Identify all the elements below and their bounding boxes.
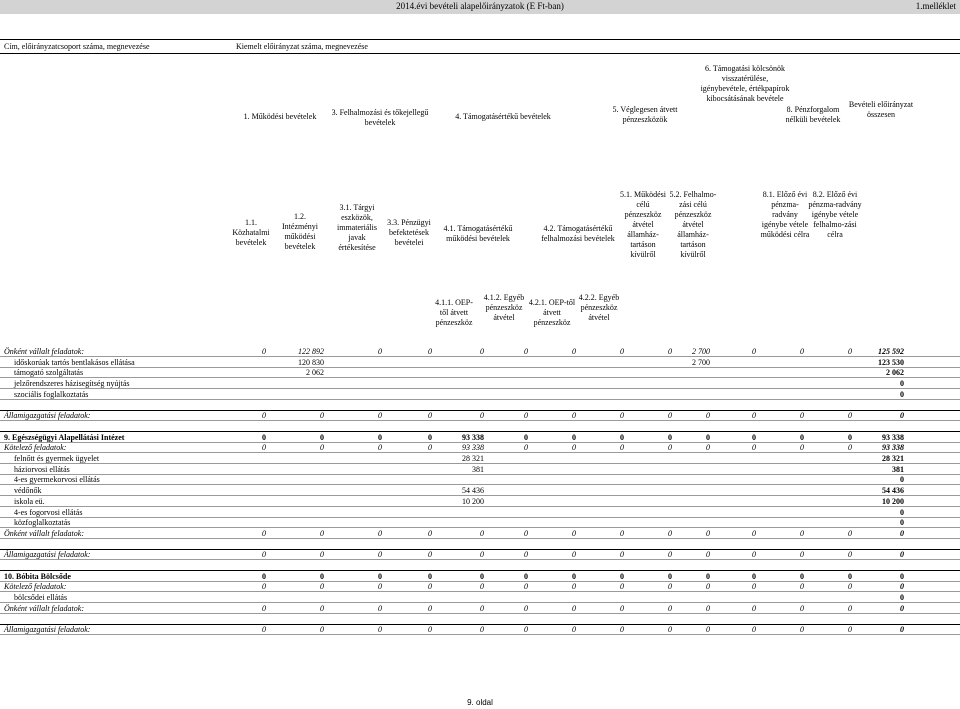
cell-value: 0 [620, 529, 624, 538]
cell-value: 0 [378, 433, 382, 442]
cell-value: 0 [320, 572, 324, 581]
cell-value: 0 [524, 604, 528, 613]
cell-value: 0 [262, 443, 266, 452]
cell-value: 0 [572, 582, 576, 591]
header3-col-2: 3.1. Tárgyi eszközök, immateriális javak értékesítése [337, 203, 377, 252]
cell-value: 0 [800, 529, 804, 538]
cell-value: 0 [524, 411, 528, 420]
cell-value: 0 [524, 625, 528, 634]
cell-value: 0 [900, 593, 904, 602]
cell-value: 0 [262, 625, 266, 634]
cell-value: 0 [428, 433, 432, 442]
annex-label: 1.melléklet [915, 1, 956, 11]
cell-value: 0 [262, 411, 266, 420]
row-label: Önként vállalt feladatok: [4, 347, 84, 356]
row-label: Önként vállalt feladatok: [4, 529, 84, 538]
header2-col-1: 3. Felhalmozási és tőkejellegű bevételek [331, 108, 429, 127]
cell-value: 0 [620, 572, 624, 581]
table-row [0, 604, 960, 613]
cell-value: 0 [480, 550, 484, 559]
table-row [0, 561, 960, 570]
table-row [0, 465, 960, 474]
cell-value: 0 [668, 529, 672, 538]
cell-value: 0 [848, 529, 852, 538]
cell-value: 0 [378, 550, 382, 559]
row-label: felnőtt és gyermek ügyelet [14, 454, 100, 463]
table-row [0, 508, 960, 517]
cell-value: 0 [320, 411, 324, 420]
cell-value: 0 [262, 433, 266, 442]
cell-value: 0 [378, 411, 382, 420]
row-label: időskorúak tartós bentlakásos ellátása [14, 358, 135, 367]
cell-value: 0 [524, 582, 528, 591]
row-separator [0, 538, 960, 539]
cell-value: 0 [428, 625, 432, 634]
cell-value: 0 [848, 550, 852, 559]
cell-value: 0 [752, 529, 756, 538]
row-separator [0, 388, 960, 389]
row-separator [0, 377, 960, 378]
row-separator [0, 356, 960, 357]
header3-col-1: 1.2. Intézményi működési bevételek [282, 212, 318, 251]
cell-value: 0 [320, 529, 324, 538]
cell-value: 0 [524, 443, 528, 452]
table-row [0, 625, 960, 634]
cell-value: 0 [428, 550, 432, 559]
header-col-appropriation: Kiemelt előirányzat száma, megnevezése [236, 42, 368, 51]
cell-value: 10 200 [462, 497, 484, 506]
cell-value: 0 [620, 582, 624, 591]
header2-col-5: 8. Pénzforgalom nélküli bevételek [785, 105, 841, 124]
cell-value: 0 [572, 433, 576, 442]
cell-value: 0 [752, 582, 756, 591]
cell-value: 0 [706, 582, 710, 591]
cell-value: 0 [428, 572, 432, 581]
cell-value: 0 [620, 625, 624, 634]
cell-value: 0 [524, 550, 528, 559]
table-row [0, 593, 960, 602]
header2-col-0: 1. Működési bevételek [243, 112, 317, 121]
cell-value: 0 [428, 604, 432, 613]
cell-value: 0 [752, 550, 756, 559]
cell-value: 0 [706, 529, 710, 538]
cell-value: 10 200 [882, 497, 904, 506]
row-separator [0, 591, 960, 592]
row-label: Kötelező feladatok: [4, 443, 67, 452]
cell-value: 381 [472, 465, 484, 474]
header3-col-8: 8.1. Előző évi pénzma-radvány igénybe vétele működési célra [760, 190, 810, 239]
cell-value: 0 [900, 508, 904, 517]
row-label: Önként vállalt feladatok: [4, 604, 84, 613]
cell-value: 0 [900, 582, 904, 591]
cell-value: 0 [320, 625, 324, 634]
row-label: Államigazgatási feladatok: [4, 411, 91, 420]
cell-value: 0 [800, 411, 804, 420]
table-row [0, 454, 960, 463]
cell-value: 0 [262, 550, 266, 559]
table-row [0, 390, 960, 399]
document-title: 2014.évi bevételi alapelőirányzatok (E Ft-ban) [396, 1, 564, 11]
table-row [0, 475, 960, 484]
row-label: 4-es fogorvosi ellátás [14, 508, 83, 517]
header3-col-9: 8.2. Előző évi pénzma-radvány igénybe vétele felhalmo-zási célra [808, 190, 862, 239]
cell-value: 0 [668, 625, 672, 634]
cell-value: 0 [620, 347, 624, 356]
table-row [0, 368, 960, 377]
cell-value: 0 [320, 604, 324, 613]
header-line [0, 39, 960, 40]
cell-value: 0 [572, 529, 576, 538]
row-label: Államigazgatási feladatok: [4, 550, 91, 559]
cell-value: 2 062 [306, 368, 324, 377]
cell-value: 0 [706, 550, 710, 559]
cell-value: 0 [706, 625, 710, 634]
cell-value: 0 [480, 529, 484, 538]
cell-value: 0 [752, 411, 756, 420]
cell-value: 0 [900, 411, 904, 420]
row-label: szociális foglalkoztatás [14, 390, 89, 399]
cell-value: 93 338 [882, 433, 904, 442]
cell-value: 28 321 [882, 454, 904, 463]
cell-value: 0 [706, 572, 710, 581]
cell-value: 0 [524, 347, 528, 356]
cell-value: 54 436 [462, 486, 484, 495]
cell-value: 0 [620, 443, 624, 452]
cell-value: 0 [480, 347, 484, 356]
header3-col-6: 5.1. Működési célú pénzeszköz átvétel államház-tartáson kívülről [620, 190, 666, 259]
cell-value: 0 [378, 347, 382, 356]
cell-value: 0 [668, 604, 672, 613]
cell-value: 0 [848, 443, 852, 452]
cell-value: 0 [900, 529, 904, 538]
cell-value: 0 [572, 443, 576, 452]
cell-value: 0 [428, 529, 432, 538]
cell-value: 0 [900, 625, 904, 634]
cell-value: 0 [320, 443, 324, 452]
cell-value: 0 [706, 411, 710, 420]
cell-value: 0 [668, 582, 672, 591]
cell-value: 0 [752, 604, 756, 613]
table-row [0, 486, 960, 495]
cell-value: 0 [668, 443, 672, 452]
cell-value: 0 [752, 347, 756, 356]
row-separator [0, 602, 960, 603]
cell-value: 0 [706, 604, 710, 613]
cell-value: 0 [848, 582, 852, 591]
cell-value: 0 [480, 572, 484, 581]
table-row [0, 347, 960, 356]
cell-value: 0 [900, 379, 904, 388]
row-separator [0, 484, 960, 485]
cell-value: 0 [378, 582, 382, 591]
cell-value: 0 [378, 604, 382, 613]
cell-value: 0 [262, 604, 266, 613]
cell-value: 0 [752, 443, 756, 452]
cell-value: 0 [668, 433, 672, 442]
cell-value: 0 [428, 411, 432, 420]
cell-value: 0 [480, 625, 484, 634]
row-separator [0, 452, 960, 453]
cell-value: 0 [620, 550, 624, 559]
cell-value: 0 [800, 347, 804, 356]
table-row [0, 582, 960, 591]
cell-value: 2 062 [886, 368, 904, 377]
table-row [0, 518, 960, 527]
row-label: 4-es gyermekorvosi ellátás [14, 475, 100, 484]
cell-value: 2 700 [692, 347, 710, 356]
header3-col-5: 4.2. Támogatásértékű felhalmozási bevételek [541, 224, 615, 243]
table-row [0, 401, 960, 410]
cell-value: 125 592 [878, 347, 904, 356]
cell-value: 0 [524, 572, 528, 581]
cell-value: 0 [620, 411, 624, 420]
cell-value: 0 [848, 347, 852, 356]
cell-value: 123 530 [878, 358, 904, 367]
header2-col-2: 4. Támogatásértékű bevételek [455, 112, 551, 121]
row-separator [0, 527, 960, 528]
cell-value: 0 [480, 582, 484, 591]
cell-value: 0 [668, 347, 672, 356]
header3-col-7: 5.2. Felhalmo-zási célú pénzeszköz átvétel államház-tartáson kívülről [669, 190, 717, 259]
cell-value: 381 [892, 465, 904, 474]
cell-value: 0 [668, 550, 672, 559]
cell-value: 0 [572, 572, 576, 581]
cell-value: 93 338 [462, 433, 484, 442]
cell-value: 93 338 [462, 443, 484, 452]
cell-value: 0 [900, 390, 904, 399]
table-row [0, 379, 960, 388]
header2-col-4: 6. Támogatási kölcsönök visszatérülése, igénybevétele, értékpapírok kibocsátásának bevétele [700, 64, 790, 103]
cell-value: 0 [848, 411, 852, 420]
cell-value: 0 [900, 572, 904, 581]
table-row [0, 550, 960, 559]
row-separator [0, 463, 960, 464]
cell-value: 2 700 [692, 358, 710, 367]
header-line [0, 53, 960, 54]
cell-value: 122 892 [298, 347, 324, 356]
cell-value: 0 [900, 604, 904, 613]
row-label: Államigazgatási feladatok: [4, 625, 91, 634]
cell-value: 0 [378, 572, 382, 581]
row-label: 10. Bóbita Bölcsőde [4, 572, 71, 581]
cell-value: 0 [262, 582, 266, 591]
row-separator [0, 431, 960, 432]
cell-value: 0 [900, 550, 904, 559]
cell-value: 0 [752, 625, 756, 634]
title-bar [0, 0, 960, 14]
header4-col-1: 4.1.2. Egyéb pénzeszköz átvétel [483, 293, 525, 322]
cell-value: 0 [378, 529, 382, 538]
cell-value: 0 [572, 550, 576, 559]
cell-value: 0 [800, 625, 804, 634]
row-label: iskola eü. [14, 497, 45, 506]
header-col-title: Cím, előirányzatcsoport száma, megnevezése [4, 42, 150, 51]
table-row [0, 422, 960, 431]
row-separator [0, 613, 960, 614]
row-label: közfoglalkoztatás [14, 518, 71, 527]
cell-value: 0 [524, 433, 528, 442]
row-separator [0, 399, 960, 400]
cell-value: 0 [524, 529, 528, 538]
cell-value: 0 [262, 529, 266, 538]
table-row [0, 572, 960, 581]
cell-value: 0 [428, 443, 432, 452]
cell-value: 0 [800, 582, 804, 591]
page-number: 9. oldal [467, 698, 493, 707]
row-label: jelzőrendszeres házisegítség nyújtás [14, 379, 130, 388]
cell-value: 0 [480, 411, 484, 420]
cell-value: 0 [428, 347, 432, 356]
table-row [0, 540, 960, 549]
header3-col-3: 3.3. Pénzügyi befektetések bevételei [387, 218, 431, 247]
row-label: háziorvosi ellátás [14, 465, 70, 474]
cell-value: 0 [848, 625, 852, 634]
row-separator [0, 420, 960, 421]
cell-value: 54 436 [882, 486, 904, 495]
header2-col-6: Bevételi előirányzat összesen [848, 100, 914, 119]
header3-col-4: 4.1. Támogatásértékű működési bevételek [443, 224, 513, 243]
cell-value: 0 [752, 572, 756, 581]
cell-value: 0 [620, 433, 624, 442]
cell-value: 0 [752, 433, 756, 442]
table-row [0, 358, 960, 367]
row-separator [0, 634, 960, 635]
table-row [0, 497, 960, 506]
cell-value: 0 [262, 347, 266, 356]
row-label: Kötelező feladatok: [4, 582, 67, 591]
cell-value: 0 [848, 433, 852, 442]
table-row [0, 615, 960, 624]
row-label: támogató szolgáltatás [14, 368, 84, 377]
cell-value: 0 [572, 625, 576, 634]
cell-value: 0 [668, 411, 672, 420]
table-row [0, 433, 960, 442]
cell-value: 0 [800, 550, 804, 559]
cell-value: 0 [706, 443, 710, 452]
cell-value: 0 [572, 411, 576, 420]
header3-col-0: 1.1. Közhatalmi bevételek [232, 218, 270, 247]
cell-value: 28 321 [462, 454, 484, 463]
cell-value: 0 [572, 604, 576, 613]
cell-value: 0 [320, 550, 324, 559]
row-separator [0, 570, 960, 571]
row-label: bölcsődei ellátás [14, 593, 68, 602]
row-separator [0, 506, 960, 507]
row-separator [0, 559, 960, 560]
cell-value: 120 830 [298, 358, 324, 367]
row-separator [0, 495, 960, 496]
cell-value: 0 [378, 443, 382, 452]
cell-value: 0 [668, 572, 672, 581]
cell-value: 0 [800, 572, 804, 581]
cell-value: 0 [900, 518, 904, 527]
cell-value: 0 [480, 604, 484, 613]
cell-value: 0 [320, 433, 324, 442]
table-row [0, 443, 960, 452]
header4-col-3: 4.2.2. Egyéb pénzeszköz átvétel [578, 293, 620, 322]
cell-value: 0 [262, 572, 266, 581]
cell-value: 0 [320, 582, 324, 591]
header2-col-3: 5. Véglegesen átvett pénzeszközök [612, 105, 678, 124]
cell-value: 0 [706, 433, 710, 442]
cell-value: 0 [572, 347, 576, 356]
cell-value: 0 [848, 604, 852, 613]
cell-value: 0 [378, 625, 382, 634]
cell-value: 0 [428, 582, 432, 591]
row-label: 9. Egészségügyi Alapellátási Intézet [4, 433, 125, 442]
cell-value: 0 [900, 475, 904, 484]
cell-value: 0 [848, 572, 852, 581]
cell-value: 93 338 [882, 443, 904, 452]
header4-col-0: 4.1.1. OEP-től átvett pénzeszköz [435, 298, 473, 327]
table-row [0, 411, 960, 420]
cell-value: 0 [800, 443, 804, 452]
cell-value: 0 [620, 604, 624, 613]
cell-value: 0 [800, 433, 804, 442]
header4-col-2: 4.2.1. OEP-től átvett pénzeszköz [528, 298, 576, 327]
table-row [0, 529, 960, 538]
row-label: védőnők [14, 486, 42, 495]
cell-value: 0 [800, 604, 804, 613]
